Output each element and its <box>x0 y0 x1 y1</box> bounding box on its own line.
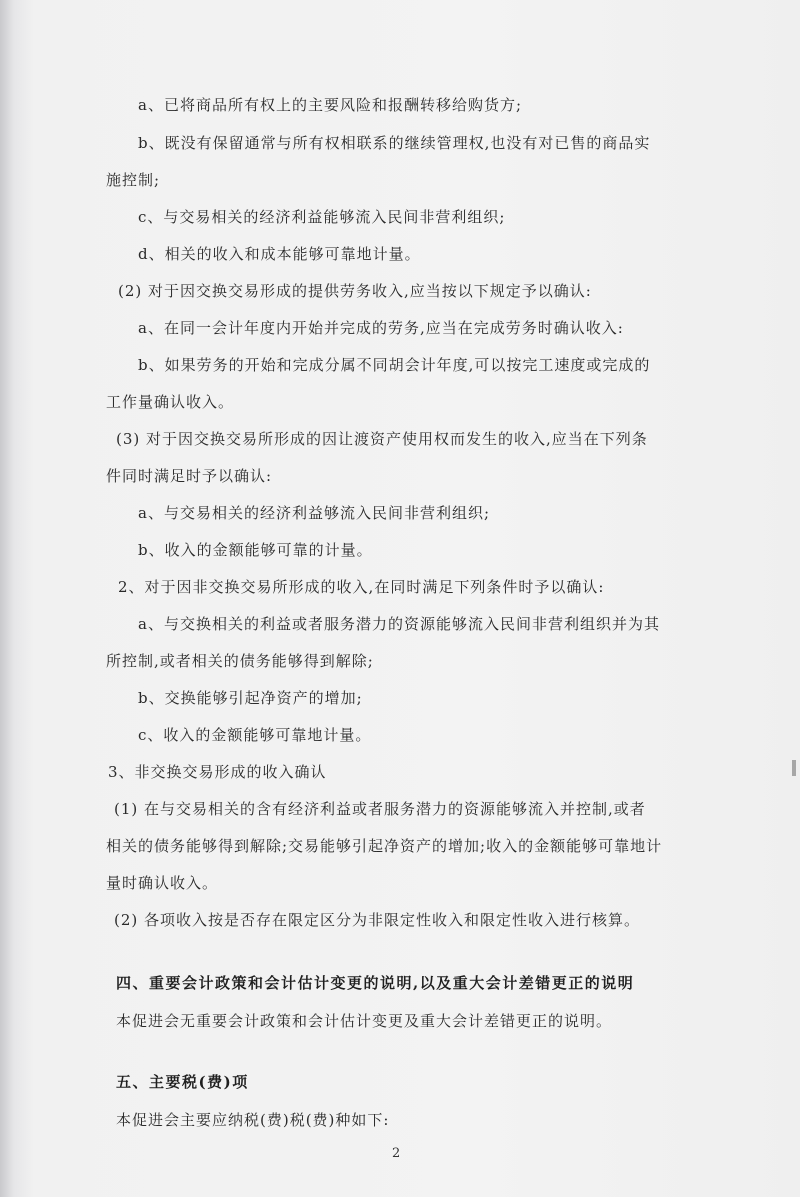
page-number: 2 <box>392 1146 401 1161</box>
text-line: c、与交易相关的经济利益能够流入民间非营利组织; <box>138 208 506 226</box>
text-line: 本促进会无重要会计政策和会计估计变更及重大会计差错更正的说明。 <box>116 1012 613 1030</box>
text-line: a、已将商品所有权上的主要风险和报酬转移给购货方; <box>138 96 522 114</box>
text-line: (2) 对于因交换交易形成的提供劳务收入,应当按以下规定予以确认: <box>118 282 592 300</box>
section-heading: 四、重要会计政策和会计估计变更的说明,以及重大会计差错更正的说明 <box>116 974 635 992</box>
text-line: 2、对于因非交换交易所形成的收入,在同时满足下列条件时予以确认: <box>118 578 605 596</box>
text-line: 相关的债务能够得到解除;交易能够引起净资产的增加;收入的金额能够可靠地计 <box>106 837 663 855</box>
text-line: a、与交换相关的利益或者服务潜力的资源能够流入民间非营利组织并为其 <box>138 615 660 633</box>
text-line: (1) 在与交易相关的含有经济利益或者服务潜力的资源能够流入并控制,或者 <box>114 800 646 818</box>
text-line: 量时确认收入。 <box>106 874 219 892</box>
text-line: (2) 各项收入按是否存在限定区分为非限定性收入和限定性收入进行核算。 <box>114 911 641 929</box>
section-heading: 五、主要税(费)项 <box>116 1073 249 1091</box>
text-line: 工作量确认收入。 <box>106 393 235 411</box>
text-line: a、与交易相关的经济利益够流入民间非营利组织; <box>138 504 490 522</box>
text-line: b、交换能够引起净资产的增加; <box>138 689 363 707</box>
text-line: b、如果劳务的开始和完成分属不同胡会计年度,可以按完工速度或完成的 <box>138 356 651 374</box>
text-line: 件同时满足时予以确认: <box>106 467 273 485</box>
text-line: 本促进会主要应纳税(费)税(费)种如下: <box>116 1111 390 1129</box>
text-line: 施控制; <box>106 171 161 189</box>
text-line: a、在同一会计年度内开始并完成的劳务,应当在完成劳务时确认收入: <box>138 319 624 337</box>
text-line: c、收入的金额能够可靠地计量。 <box>138 726 372 744</box>
edge-mark <box>792 760 796 776</box>
text-line: 3、非交换交易形成的收入确认 <box>108 763 327 781</box>
text-line: d、相关的收入和成本能够可靠地计量。 <box>138 245 421 263</box>
text-line: b、既没有保留通常与所有权相联系的继续管理权,也没有对已售的商品实 <box>138 134 651 152</box>
text-line: (3) 对于因交换交易所形成的因让渡资产使用权而发生的收入,应当在下列条 <box>116 430 648 448</box>
text-line: 所控制,或者相关的债务能够得到解除; <box>106 652 374 670</box>
text-line: b、收入的金额能够可靠的计量。 <box>138 541 373 559</box>
